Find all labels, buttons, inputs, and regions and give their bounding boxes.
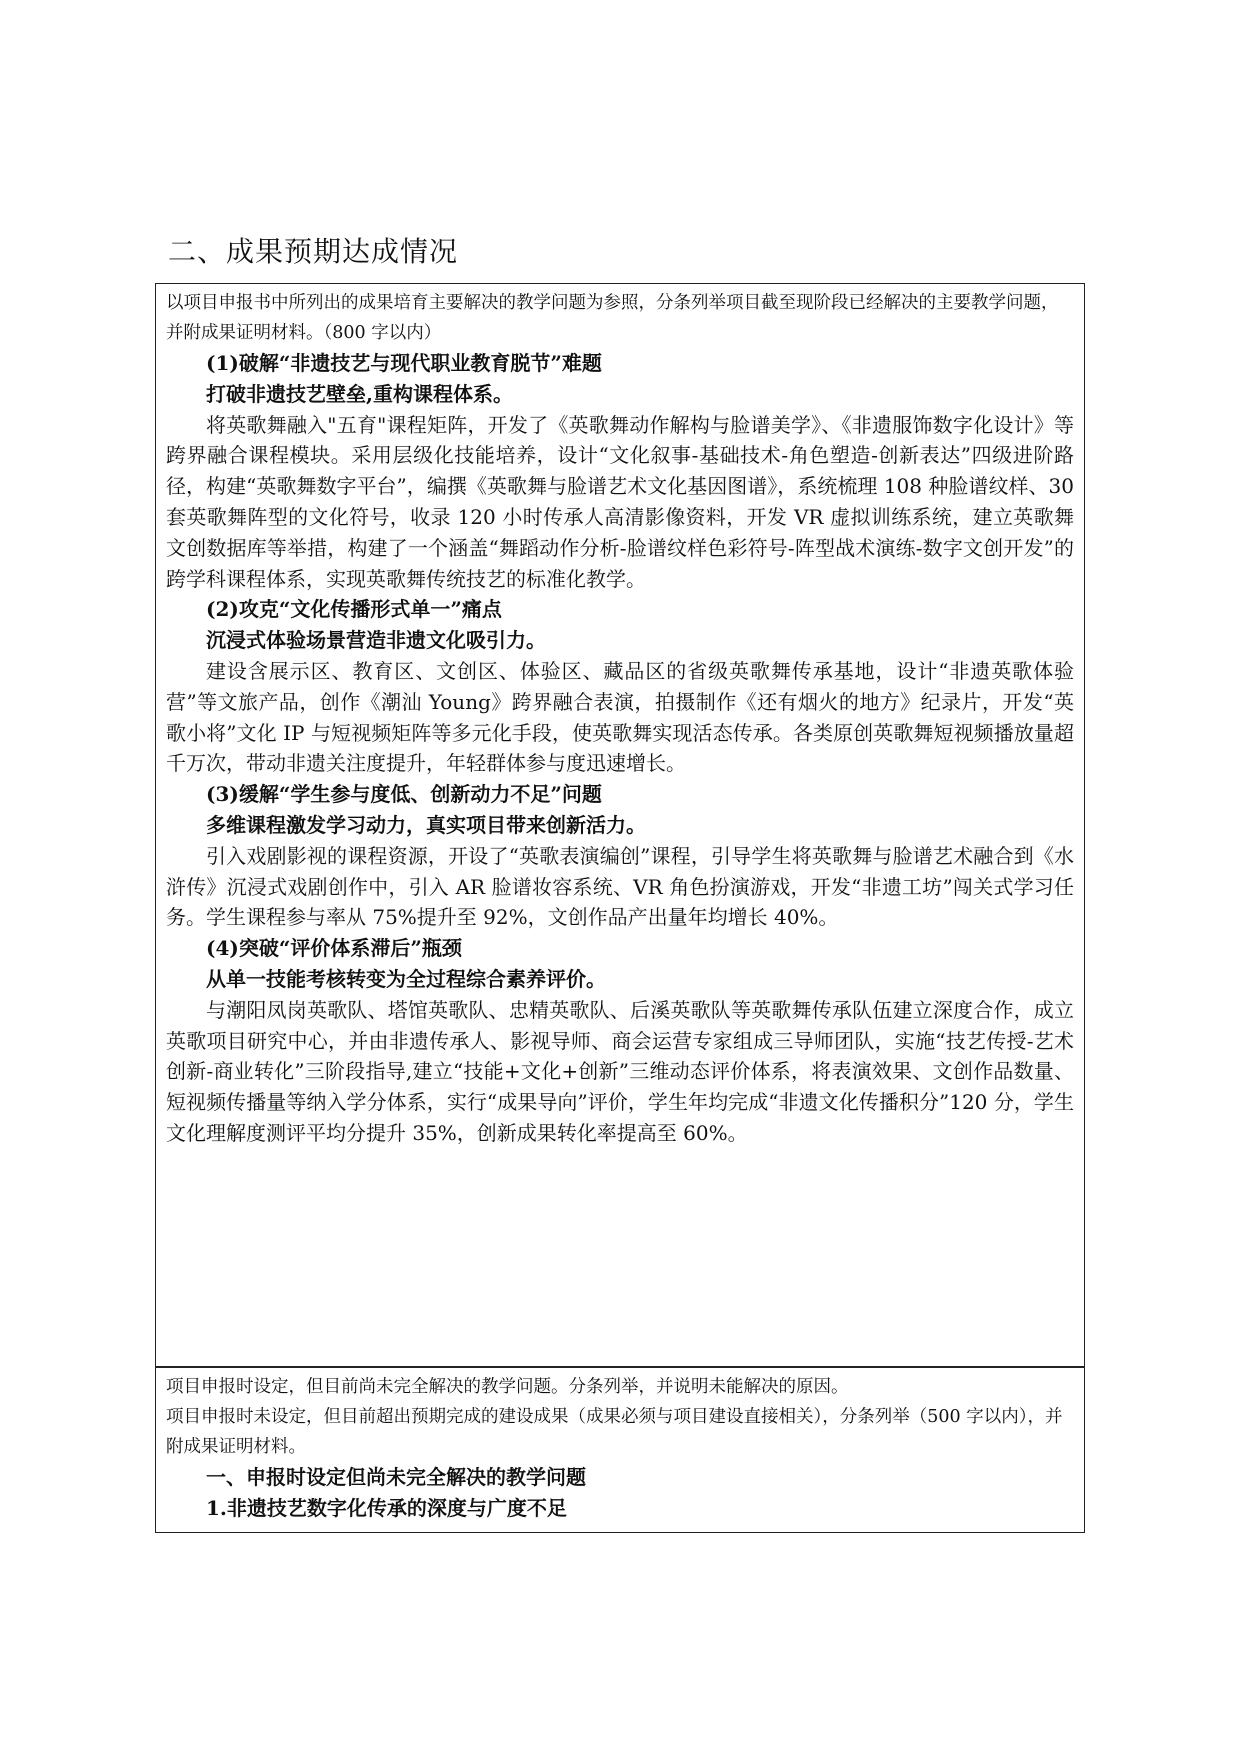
item-subheading: 从单一技能考核转变为全过程综合素养评价。 — [206, 966, 606, 991]
item-heading: (1)破解“非遗技艺与现代职业教育脱节”难题 — [206, 351, 602, 375]
item-body: 引入戏剧影视的课程资源，开设了“英歌表演编创”课程，引导学生将英歌舞与脸谱艺术融合到《水浒传》沉浸式戏剧创作中，引入 AR 脸谱妆容系统、VR 角色扮演游戏，开发“非遗工坊”闯关式学习任务。学生课程参与率从 75%提升至 92%，文创作品产出量年均增长 40%。 — [166, 843, 1074, 930]
item-subheading: 多维课程激发学习动力，真实项目带来创新活力。 — [206, 812, 646, 837]
item-subheading: 打破非遗技艺壁垒,重构课程体系。 — [206, 381, 513, 406]
item-body: 与潮阳凤岗英歌队、塔馆英歌队、忠精英歌队、后溪英歌队等英歌舞传承队伍建立深度合作，成立英歌项目研究中心，并由非遗传承人、影视导师、商会运营专家组成三导师团队，实施“技艺传授-艺术创新-商业转化”三阶段指导,建立“技能+文化+创新”三维动态评价体系，将表演效果、文创作品数量、短视频传播量等纳入学分体系，实行“成果导向”评价，学生年均完成“非遗文化传播积分”120 分，学生文化理解度测评平均分提升 35%，创新成果转化率提高至 60%。 — [166, 997, 1074, 1145]
item-heading: (2)攻克“文化传播形式单一”痛点 — [206, 597, 502, 622]
instruction-text-2: 项目申报时未设定，但目前超出预期完成的建设成果（成果必须与项目建设直接相关），分条列举（500 字以内），并附成果证明材料。 — [166, 1407, 1063, 1457]
instruction-text: 以项目申报书中所列出的成果培育主要解决的教学问题为参照，分条列举项目截至现阶段已经解决的主要教学问题，并附成果证明材料。（800 字以内） — [166, 293, 1059, 343]
item-heading: (3)缓解“学生参与度低、创新动力不足”问题 — [206, 782, 602, 807]
section-heading: 一、申报时设定但尚未完全解决的教学问题 — [206, 1465, 586, 1489]
item-body: 将英歌舞融入"五育"课程矩阵，开发了《英歌舞动作解构与脸谱美学》、《非遗服饰数字化设计》等跨界融合课程模块。采用层级化技能培养，设计“文化叙事-基础技术-角色塑造-创新表达”四级进阶路径，构建“英歌舞数字平台”，编撰《英歌舞与脸谱艺术文化基因图谱》，系统梳理 108 种脸谱纹样、30 套英歌舞阵型的文化符号，收录 120 小时传承人高清影像资料，开发 VR 虚拟训练系统，建立英歌舞文创数据库等举措，构建了一个涵盖“舞蹈动作分析-脸谱纹样色彩符号-阵型战术演练-数字文创开发”的跨学科课程体系，实现英歌舞传统技艺的标准化教学。 — [166, 412, 1074, 591]
instruction-text-1: 项目申报时设定，但目前尚未完全解决的教学问题。分条列举，并说明未能解决的原因。 — [166, 1377, 849, 1397]
item-subheading: 沉浸式体验场景营造非遗文化吸引力。 — [206, 628, 546, 653]
item-heading: (4)突破“评价体系滞后”瓶颈 — [206, 936, 462, 961]
item-subheading: 1.非遗技艺数字化传承的深度与广度不足 — [206, 1495, 567, 1520]
achieved-results-box — [155, 283, 1085, 1367]
unresolved-issues-box — [155, 1367, 1085, 1533]
section-title: 二、成果预期达成情况 — [168, 235, 459, 268]
item-body: 建设含展示区、教育区、文创区、体验区、藏品区的省级英歌舞传承基地，设计“非遗英歌体验营”等文旅产品，创作《潮汕 Young》跨界融合表演，拍摄制作《还有烟火的地方》纪录片，开发“英歌小将”文化 IP 与短视频矩阵等多元化手段，使英歌舞实现活态传承。各类原创英歌舞短视频播放量超千万次，带动非遗关注度提升，年轻群体参与度迅速增长。 — [166, 658, 1074, 776]
